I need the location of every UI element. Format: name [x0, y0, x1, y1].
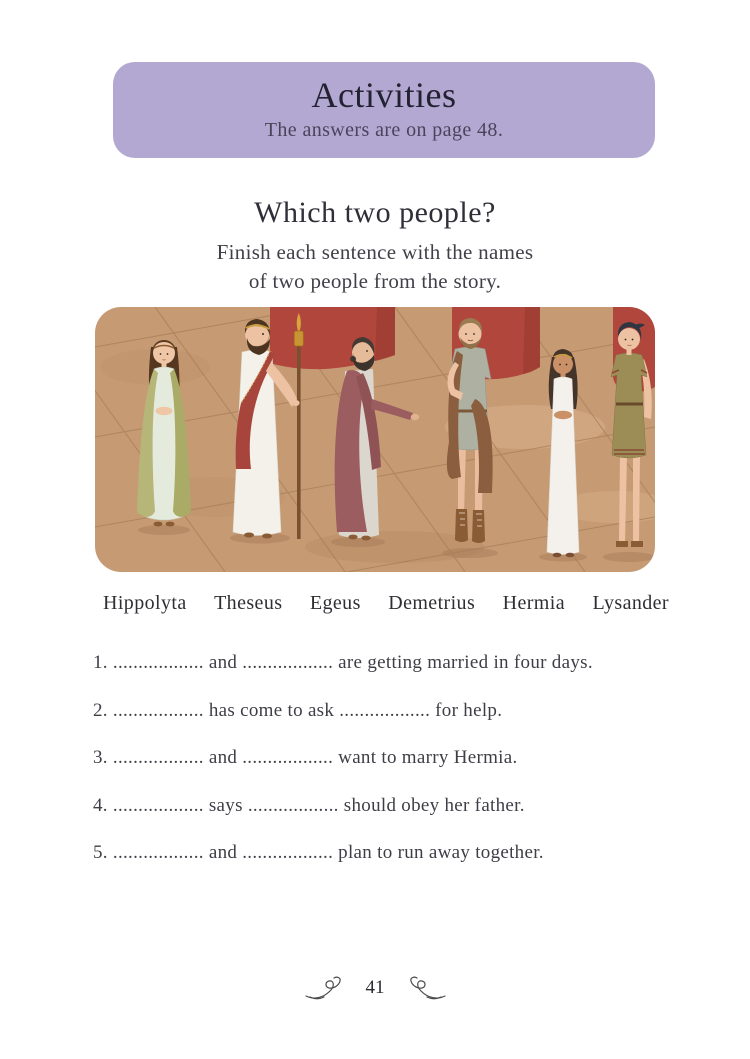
page-number: 41 — [365, 977, 385, 998]
sentence-2: 2. .................. has come to ask .................. for help. — [93, 699, 503, 721]
activities-banner — [113, 62, 655, 158]
story-illustration — [95, 307, 655, 572]
story-illustration-svg — [95, 307, 655, 572]
activity-instructions — [0, 238, 750, 296]
name-lysander: Lysander — [592, 592, 669, 614]
page-footer — [0, 975, 750, 1001]
staff — [297, 337, 301, 539]
sentence-3: 3. .................. and .................. want to marry Hermia. — [93, 747, 518, 768]
sentence-4: 4. .................. says .................. should obey her father. — [93, 794, 525, 816]
flourish-left-icon — [304, 975, 350, 1001]
activities-title: Activities — [311, 75, 457, 115]
fill-in-sentences — [93, 652, 713, 890]
character-names-row — [103, 592, 669, 615]
name-egeus: Egeus — [309, 592, 361, 614]
instructions-line-1: Finish each sentence with the names — [216, 240, 534, 264]
sentence-1: 1. .................. and .................. are getting married in four days. — [93, 652, 593, 673]
name-hippolyta: Hippolyta — [103, 592, 187, 614]
sentence-5: 5. .................. and .................. plan to run away together. — [93, 842, 544, 863]
activity-title: Which two people? — [254, 196, 496, 229]
flourish-right-icon — [401, 975, 447, 1001]
activities-subtitle: The answers are on page 48. — [264, 119, 504, 141]
name-theseus: Theseus — [214, 592, 283, 614]
instructions-line-2: of two people from the story. — [248, 269, 502, 293]
name-hermia: Hermia — [502, 592, 565, 614]
name-demetrius: Demetrius — [388, 592, 476, 614]
